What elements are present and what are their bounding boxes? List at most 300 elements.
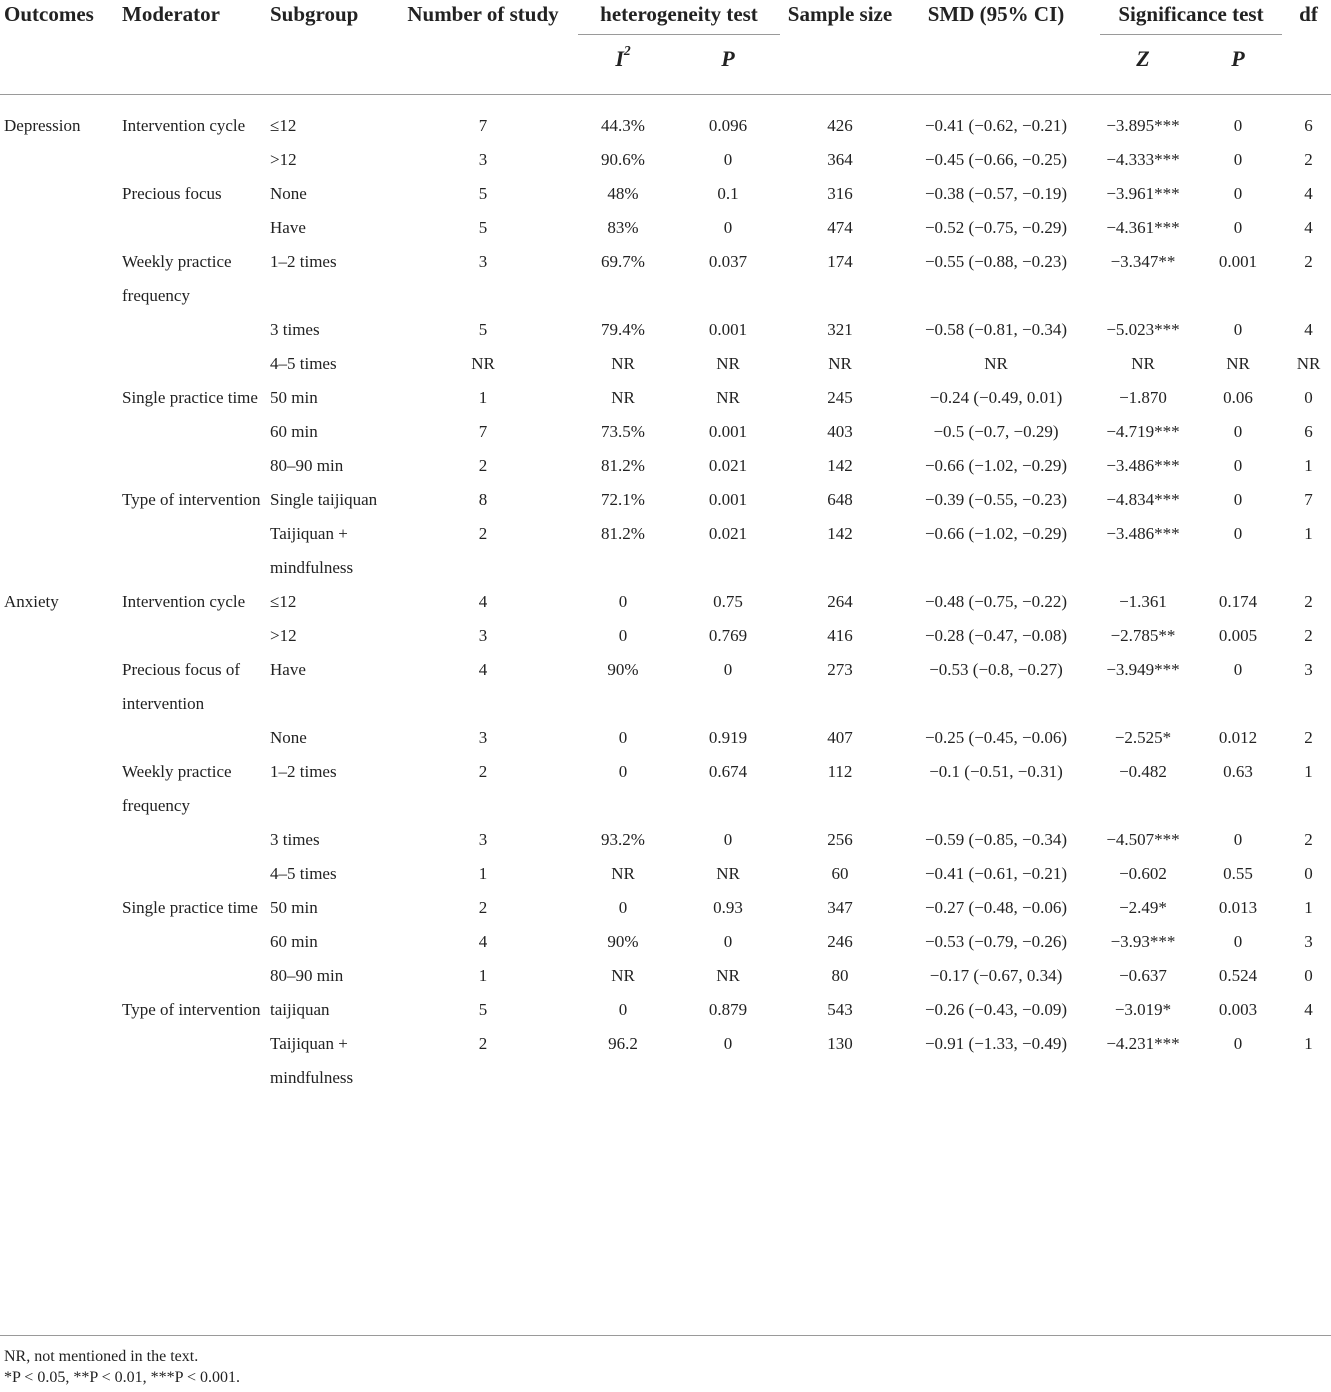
cell-subgroup: 50 min [270,388,318,407]
cell-p: NR [716,354,740,373]
cell-number-of-study: 4 [478,932,488,951]
cell-moderator [118,517,264,585]
cell-p2: 0 [1233,932,1243,951]
cell-moderator [118,415,264,449]
cell-i2: NR [611,354,635,373]
cell-z: −3.93*** [1110,932,1176,951]
header-p2: P [1231,46,1245,71]
cell-outcome [0,1027,118,1095]
cell-number-of-study: NR [471,354,495,373]
cell-i2: 72.1% [601,490,645,509]
cell-p2: NR [1226,354,1250,373]
cell-p2: 0.55 [1223,864,1253,883]
table-row [0,449,1331,483]
cell-smd: −0.45 (−0.66, −0.25) [924,150,1068,169]
cell-df: 2 [1304,728,1313,747]
cell-sample-size: 426 [827,116,853,135]
cell-smd: −0.58 (−0.81, −0.34) [924,320,1068,339]
header-z: Z [1136,46,1150,71]
cell-outcome [0,721,118,755]
cell-sample-size: 543 [827,1000,853,1019]
cell-sample-size: 80 [831,966,849,985]
cell-df: 1 [1304,898,1313,917]
cell-number-of-study: 2 [478,456,488,475]
cell-p: 0.037 [708,252,748,271]
cell-p2: 0 [1233,184,1243,203]
cell-number-of-study: 2 [478,762,488,781]
cell-sample-size: 316 [827,184,853,203]
cell-subgroup: 60 min [270,422,318,441]
cell-number-of-study: 1 [478,864,488,883]
cell-number-of-study: 4 [478,660,488,679]
table-footnotes [4,1346,240,1388]
cell-moderator: Precious focus of intervention [122,660,241,713]
cell-i2: 79.4% [601,320,645,339]
cell-p2: 0.174 [1218,592,1258,611]
cell-p: 0.93 [713,898,743,917]
cell-smd: −0.38 (−0.57, −0.19) [924,184,1068,203]
cell-df: 1 [1304,1034,1313,1053]
cell-i2: 93.2% [601,830,645,849]
cell-number-of-study: 3 [478,728,488,747]
cell-subgroup: 4–5 times [270,354,337,373]
cell-df: 0 [1304,388,1313,407]
table-row [0,313,1331,347]
table-row [0,517,1331,585]
table-row [0,993,1331,1027]
cell-smd: −0.26 (−0.43, −0.09) [924,1000,1068,1019]
cell-sample-size: 347 [827,898,853,917]
cell-number-of-study: 3 [478,150,488,169]
cell-df: 7 [1304,490,1313,509]
header-i2 [574,36,672,95]
cell-number-of-study: 2 [478,524,488,543]
cell-z: −1.870 [1119,388,1167,407]
table-row [0,245,1331,313]
cell-moderator [118,313,264,347]
cell-p2: 0.013 [1218,898,1258,917]
cell-df: 3 [1304,932,1313,951]
cell-sample-size: 142 [827,524,853,543]
cell-smd: −0.66 (−1.02, −0.29) [924,456,1068,475]
table-row [0,891,1331,925]
cell-i2: 90% [607,660,639,679]
cell-outcome [0,993,118,1027]
cell-p2: 0.003 [1218,1000,1258,1019]
cell-i2: 0 [618,592,628,611]
cell-p2: 0 [1233,150,1243,169]
cell-z: −3.949*** [1106,660,1180,679]
cell-subgroup: 1–2 times [270,762,337,781]
header-subgroup: Subgroup [270,2,359,26]
cell-moderator [118,449,264,483]
table-row [0,415,1331,449]
cell-outcome [0,211,118,245]
cell-moderator: Type of intervention [122,1000,261,1019]
cell-smd: −0.24 (−0.49, 0.01) [929,388,1063,407]
cell-p2: 0 [1233,320,1243,339]
cell-subgroup: 80–90 min [270,966,344,985]
table-row [0,755,1331,823]
cell-outcome [0,449,118,483]
cell-df: 2 [1304,592,1313,611]
cell-outcome [0,619,118,653]
cell-i2: 0 [618,728,628,747]
cell-p2: 0.001 [1218,252,1258,271]
cell-smd: −0.27 (−0.48, −0.06) [924,898,1068,917]
cell-sample-size: 142 [827,456,853,475]
cell-smd: −0.91 (−1.33, −0.49) [924,1034,1068,1053]
cell-z: −4.361*** [1106,218,1180,237]
cell-outcome [0,959,118,993]
cell-df: 4 [1304,1000,1313,1019]
cell-number-of-study: 3 [478,830,488,849]
cell-i2: 81.2% [601,456,645,475]
cell-moderator: Intervention cycle [122,592,246,611]
cell-outcome [0,823,118,857]
cell-sample-size: 130 [827,1034,853,1053]
cell-p: 0 [723,150,733,169]
cell-p2: 0 [1233,660,1243,679]
cell-sample-size: 321 [827,320,853,339]
cell-outcome [0,857,118,891]
cell-outcome [0,347,118,381]
table-row [0,177,1331,211]
cell-z: −3.486*** [1106,524,1180,543]
footnote-nr: NR, not mentioned in the text. [4,1348,199,1365]
cell-moderator [118,721,264,755]
table-row [0,381,1331,415]
table-row [0,585,1331,619]
cell-p2: 0 [1233,422,1243,441]
cell-moderator [118,619,264,653]
table-row [0,143,1331,177]
cell-moderator: Precious focus [122,184,222,203]
cell-i2: 81.2% [601,524,645,543]
cell-outcome [0,517,118,585]
cell-p: 0.75 [713,592,743,611]
cell-p: 0.674 [708,762,748,781]
cell-p: 0.096 [708,116,748,135]
cell-moderator: Type of intervention [122,490,261,509]
cell-p: 0 [723,660,733,679]
table-row [0,959,1331,993]
cell-outcome [0,891,118,925]
cell-z: −3.347** [1110,252,1176,271]
cell-moderator: Single practice time [122,898,258,917]
footnote-significance: *P < 0.05, **P < 0.01, ***P < 0.001. [4,1369,240,1386]
cell-sample-size: 264 [827,592,853,611]
cell-df: NR [1296,354,1321,373]
cell-moderator [118,347,264,381]
table-row [0,619,1331,653]
header-smd: SMD (95% CI) [927,2,1065,26]
cell-df: 1 [1304,762,1313,781]
cell-z: −4.231*** [1106,1034,1180,1053]
cell-i2: 96.2 [608,1034,638,1053]
cell-z: −4.834*** [1106,490,1180,509]
cell-number-of-study: 2 [478,1034,488,1053]
cell-sample-size: 416 [827,626,853,645]
cell-df: 3 [1304,660,1313,679]
cell-moderator: Weekly practice frequency [122,762,232,815]
header-outcomes: Outcomes [4,2,94,26]
cell-z: −3.961*** [1106,184,1180,203]
cell-outcome [0,245,118,313]
table-bottom-rule [0,1335,1331,1336]
cell-number-of-study: 5 [478,1000,488,1019]
cell-moderator [118,143,264,177]
cell-outcome: Depression [4,116,81,135]
cell-subgroup: ≤12 [270,592,297,611]
header-moderator: Moderator [122,2,220,26]
cell-number-of-study: 3 [478,252,488,271]
cell-p2: 0 [1233,456,1243,475]
cell-number-of-study: 4 [478,592,488,611]
cell-outcome [0,177,118,211]
cell-z: −2.785** [1110,626,1176,645]
cell-subgroup: 4–5 times [270,864,337,883]
table-row [0,483,1331,517]
cell-smd: −0.53 (−0.79, −0.26) [924,932,1068,951]
cell-i2: 83% [607,218,639,237]
table-row [0,925,1331,959]
cell-df: 6 [1304,116,1313,135]
cell-p2: 0 [1233,218,1243,237]
cell-p: NR [716,966,740,985]
cell-moderator [118,823,264,857]
cell-outcome [0,415,118,449]
cell-sample-size: 256 [827,830,853,849]
cell-subgroup: 60 min [270,932,318,951]
cell-outcome [0,653,118,721]
cell-smd: −0.17 (−0.67, 0.34) [929,966,1063,985]
cell-p: 0 [723,1034,733,1053]
cell-df: 1 [1304,524,1313,543]
cell-z: −4.507*** [1106,830,1180,849]
cell-subgroup: Single taijiquan [270,490,378,509]
cell-df: 2 [1304,626,1313,645]
cell-p: 0.001 [708,490,748,509]
cell-smd: −0.25 (−0.45, −0.06) [924,728,1068,747]
cell-subgroup: ≤12 [270,116,297,135]
table-row [0,347,1331,381]
cell-subgroup: 1–2 times [270,252,337,271]
cell-p2: 0 [1233,830,1243,849]
cell-i2: 44.3% [601,116,645,135]
cell-p: 0.001 [708,320,748,339]
cell-moderator: Single practice time [122,388,258,407]
cell-number-of-study: 5 [478,184,488,203]
cell-z: −0.602 [1119,864,1167,883]
cell-sample-size: 474 [827,218,853,237]
cell-smd: −0.41 (−0.61, −0.21) [924,864,1068,883]
table-row [0,211,1331,245]
table-body [0,95,1331,1096]
cell-number-of-study: 1 [478,388,488,407]
cell-moderator: Weekly practice frequency [122,252,232,305]
cell-outcome: Anxiety [4,592,59,611]
heterogeneity-label: heterogeneity test [578,0,780,35]
cell-number-of-study: 7 [478,116,488,135]
cell-smd: −0.52 (−0.75, −0.29) [924,218,1068,237]
cell-number-of-study: 1 [478,966,488,985]
cell-sample-size: 174 [827,252,853,271]
table-header [0,0,1331,95]
cell-subgroup: Have [270,660,306,679]
cell-outcome [0,381,118,415]
cell-p: 0.769 [708,626,748,645]
cell-z: −5.023*** [1106,320,1180,339]
cell-z: −4.719*** [1106,422,1180,441]
cell-z: −2.49* [1119,898,1167,917]
cell-z: NR [1131,354,1155,373]
cell-number-of-study: 8 [478,490,488,509]
cell-p: NR [716,864,740,883]
cell-subgroup: taijiquan [270,1000,330,1019]
cell-df: 0 [1304,966,1313,985]
cell-moderator [118,1027,264,1095]
cell-i2: 69.7% [601,252,645,271]
cell-p2: 0 [1233,116,1243,135]
cell-df: 2 [1304,252,1313,271]
cell-z: −3.486*** [1106,456,1180,475]
header-sample-size: Sample size [787,2,893,26]
cell-outcome [0,755,118,823]
cell-i2: 0 [618,898,628,917]
header-p: P [721,46,735,71]
cell-p: 0.879 [708,1000,748,1019]
cell-subgroup: 80–90 min [270,456,344,475]
cell-sample-size: 648 [827,490,853,509]
cell-sample-size: 112 [827,762,853,781]
cell-p: 0 [723,932,733,951]
cell-z: −2.525* [1114,728,1172,747]
cell-p: 0.001 [708,422,748,441]
table-row [0,823,1331,857]
cell-sample-size: 246 [827,932,853,951]
significance-label: Significance test [1100,0,1282,35]
cell-subgroup: Have [270,218,306,237]
cell-sample-size: 273 [827,660,853,679]
cell-i2: NR [611,864,635,883]
i2-sup: 2 [623,42,631,58]
cell-p2: 0 [1233,490,1243,509]
cell-df: 0 [1304,864,1313,883]
cell-p2: 0.63 [1223,762,1253,781]
cell-smd: −0.28 (−0.47, −0.08) [924,626,1068,645]
cell-p: 0.021 [708,524,748,543]
cell-z: −1.361 [1119,592,1167,611]
cell-z: −0.482 [1119,762,1167,781]
cell-subgroup: 50 min [270,898,318,917]
cell-subgroup: None [270,728,307,747]
cell-sample-size: 403 [827,422,853,441]
cell-smd: −0.39 (−0.55, −0.23) [924,490,1068,509]
cell-p: 0.919 [708,728,748,747]
cell-smd: −0.66 (−1.02, −0.29) [924,524,1068,543]
cell-p: 0.021 [708,456,748,475]
cell-smd: −0.41 (−0.62, −0.21) [924,116,1068,135]
cell-smd: −0.48 (−0.75, −0.22) [924,592,1068,611]
cell-df: 4 [1304,184,1313,203]
cell-p: 0 [723,830,733,849]
header-significance-test [1096,0,1286,36]
i2-base: I [615,46,624,71]
cell-number-of-study: 3 [478,626,488,645]
cell-i2: 48% [607,184,639,203]
header-df: df [1299,2,1318,26]
cell-outcome [0,925,118,959]
cell-z: −0.637 [1119,966,1167,985]
cell-sample-size: 407 [827,728,853,747]
cell-smd: −0.53 (−0.8, −0.27) [929,660,1063,679]
cell-df: 4 [1304,320,1313,339]
cell-df: 6 [1304,422,1313,441]
cell-outcome [0,313,118,347]
cell-z: −3.019* [1114,1000,1172,1019]
cell-subgroup: >12 [270,626,297,645]
cell-number-of-study: 7 [478,422,488,441]
cell-df: 2 [1304,830,1313,849]
cell-p2: 0 [1233,524,1243,543]
cell-p2: 0.005 [1218,626,1258,645]
cell-smd: −0.55 (−0.88, −0.23) [924,252,1068,271]
cell-outcome [0,483,118,517]
cell-sample-size: 245 [827,388,853,407]
table-row [0,653,1331,721]
cell-outcome [0,143,118,177]
cell-z: −3.895*** [1106,116,1180,135]
cell-i2: 73.5% [601,422,645,441]
cell-moderator [118,925,264,959]
cell-subgroup: Taijiquan + mindfulness [270,1034,354,1087]
cell-smd: −0.59 (−0.85, −0.34) [924,830,1068,849]
header-number-of-study: Number of study [407,2,559,26]
cell-moderator [118,211,264,245]
cell-p2: 0.524 [1218,966,1258,985]
table-row [0,1027,1331,1095]
cell-moderator [118,959,264,993]
cell-df: 4 [1304,218,1313,237]
table-row [0,721,1331,755]
cell-number-of-study: 5 [478,320,488,339]
header-heterogeneity-test [574,0,784,36]
cell-z: −4.333*** [1106,150,1180,169]
cell-subgroup: Taijiquan + mindfulness [270,524,354,577]
cell-moderator [118,857,264,891]
cell-smd: NR [984,354,1008,373]
cell-i2: 0 [618,762,628,781]
cell-p: NR [716,388,740,407]
cell-df: 2 [1304,150,1313,169]
cell-moderator: Intervention cycle [122,116,246,135]
cell-p: 0.1 [717,184,739,203]
cell-i2: NR [611,388,635,407]
cell-i2: 0 [618,1000,628,1019]
cell-i2: 90% [607,932,639,951]
cell-i2: 90.6% [601,150,645,169]
cell-p2: 0.06 [1223,388,1253,407]
cell-number-of-study: 5 [478,218,488,237]
cell-p2: 0 [1233,1034,1243,1053]
cell-smd: −0.1 (−0.51, −0.31) [929,762,1063,781]
cell-subgroup: None [270,184,307,203]
cell-sample-size: 60 [831,864,849,883]
cell-subgroup: 3 times [270,320,320,339]
cell-i2: 0 [618,626,628,645]
cell-p2: 0.012 [1218,728,1258,747]
